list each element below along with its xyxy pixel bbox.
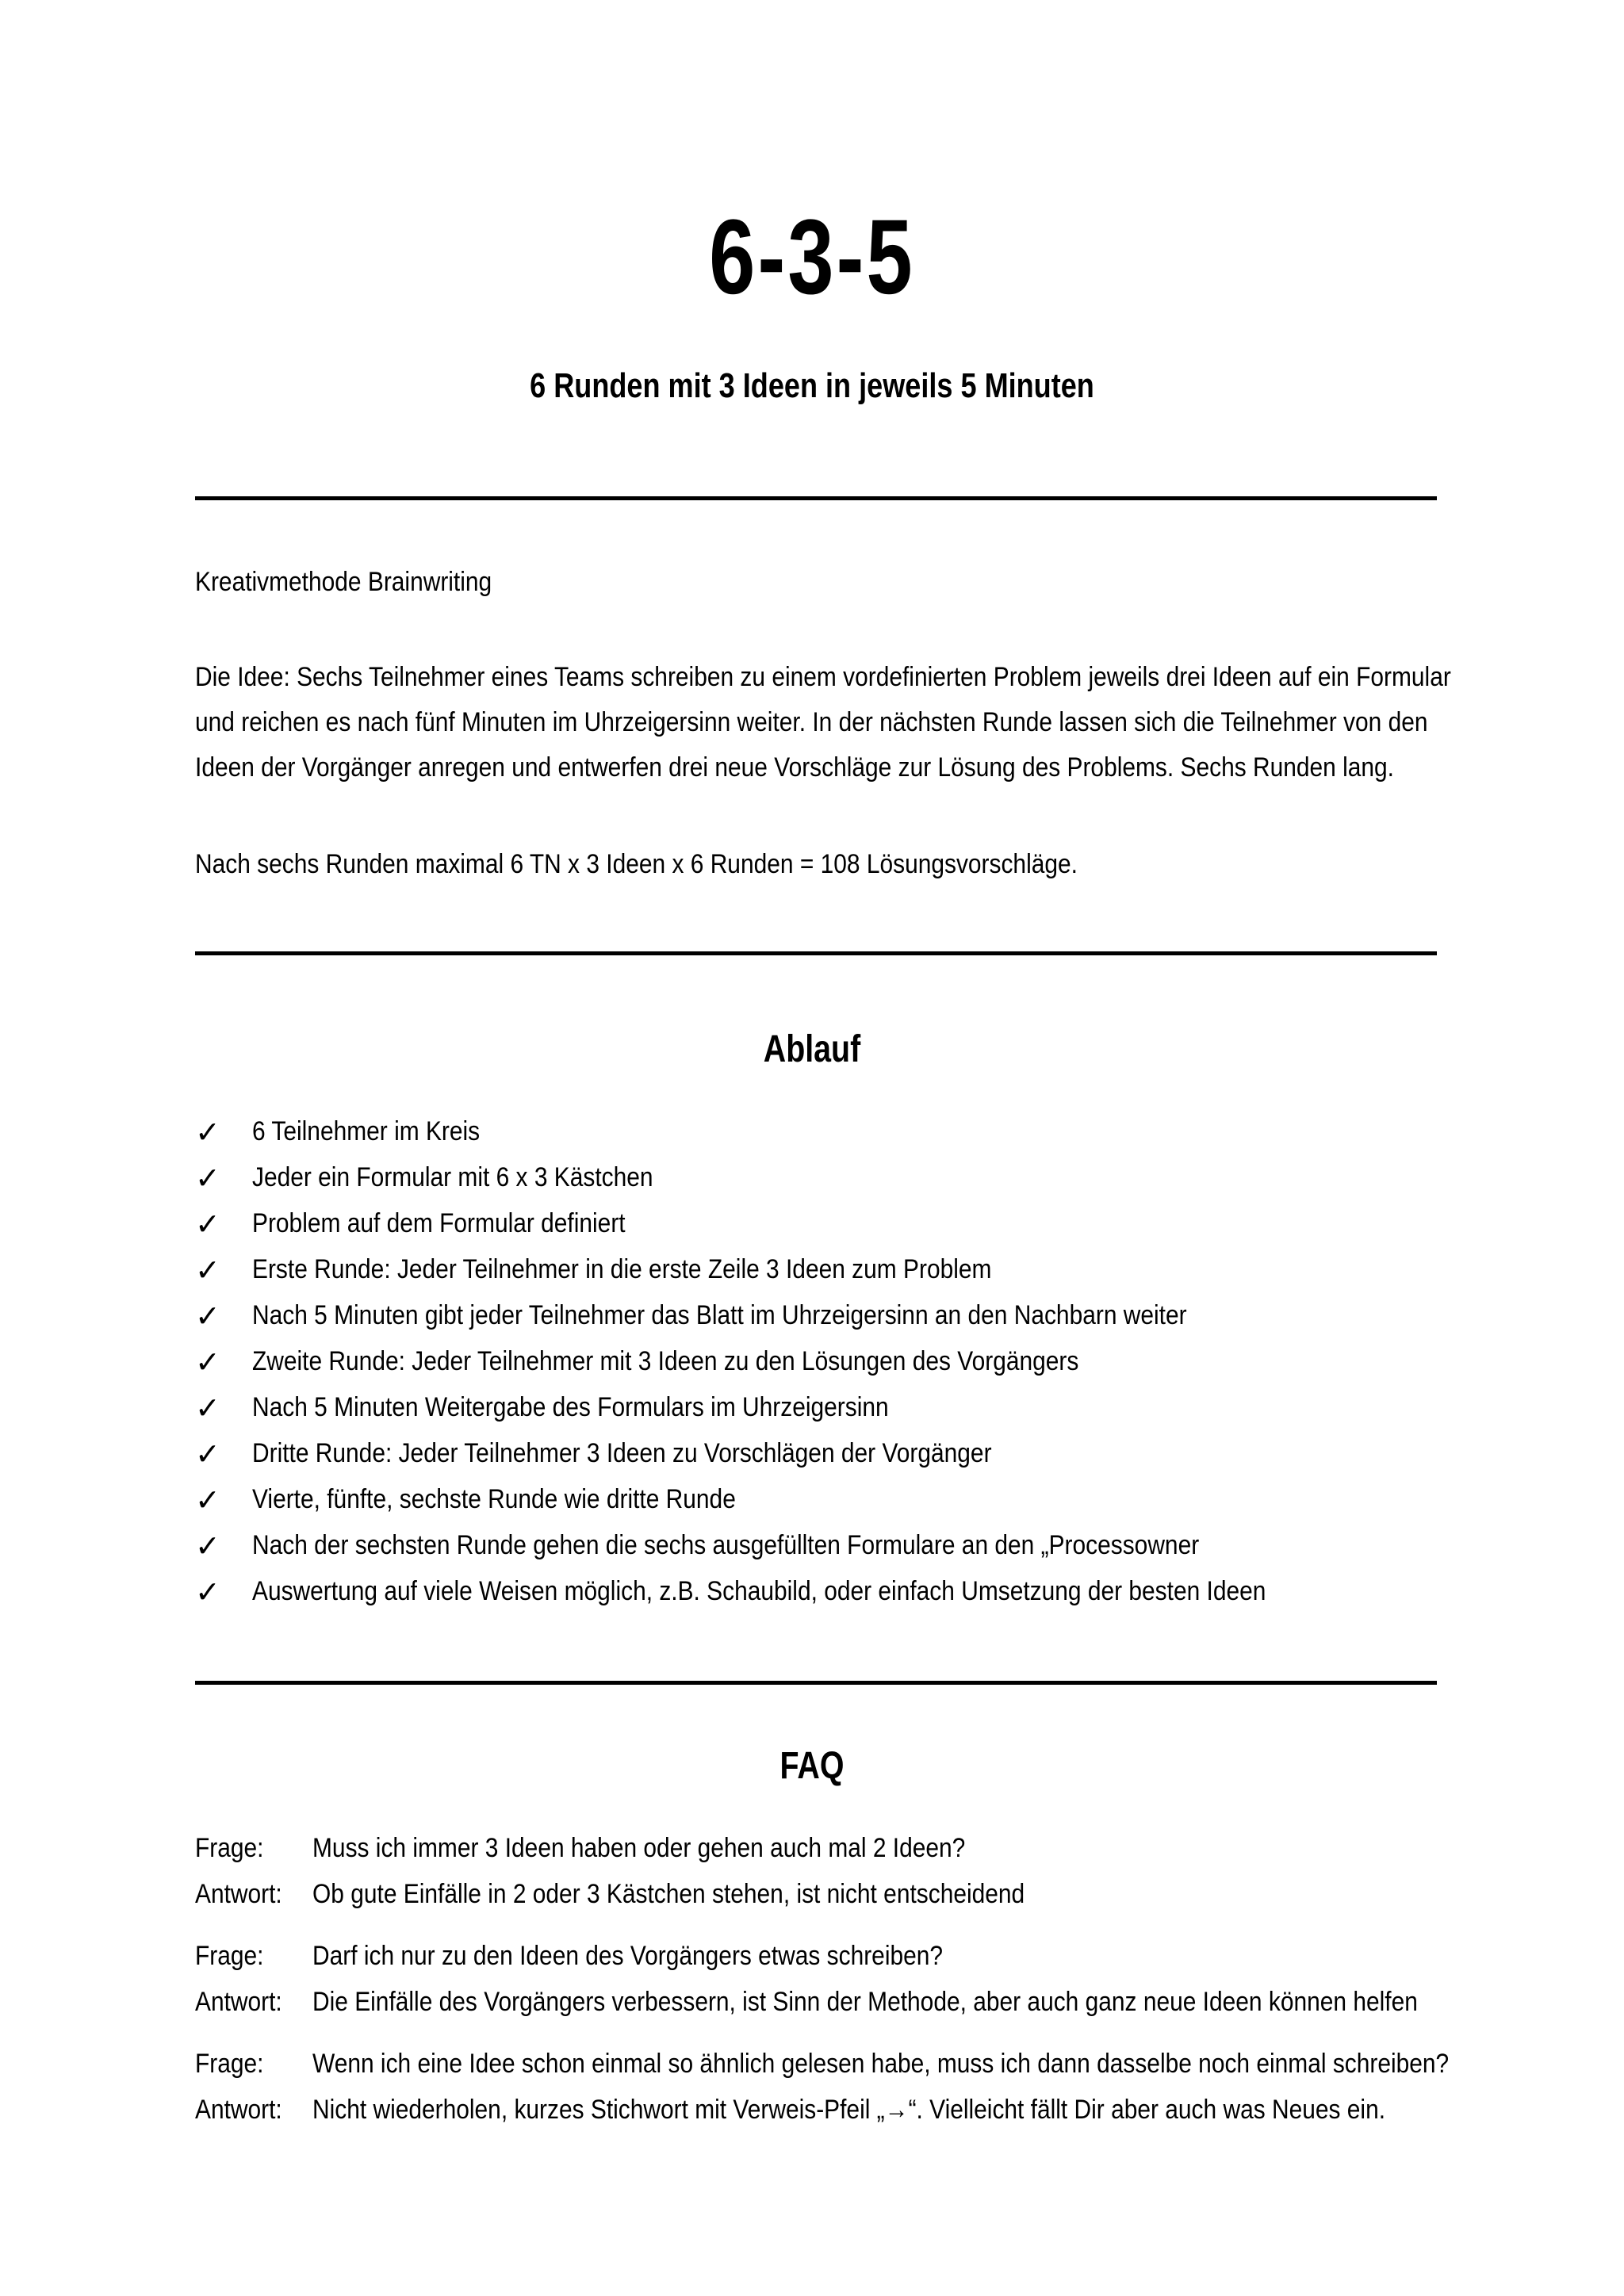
question-text: Wenn ich eine Idee schon einmal so ähnlich gelesen habe, muss ich dann dasselbe noch einmal schreiben? (312, 2049, 1450, 2079)
checkmark-icon: ✓ (195, 1115, 220, 1150)
result-text: Nach sechs Runden maximal 6 TN x 3 Ideen x 6 Runden = 108 Lösungsvorschläge. (195, 849, 1078, 879)
page-subtitle: 6 Runden mit 3 Ideen in jeweils 5 Minuten (530, 366, 1094, 405)
idea-line-1: Die Idee: Sechs Teilnehmer eines Teams schreiben zu einem vordefinierten Problem jeweils drei Ideen auf ein Formular (195, 662, 1451, 692)
question-label: Frage: (195, 1833, 264, 1863)
idea-line-2: und reichen es nach fünf Minuten im Uhrzeigersinn weiter. In der nächsten Runde lassen sich die Teilnehmer von den (195, 707, 1428, 737)
faq-question (195, 1941, 1464, 1987)
idea-line-3: Ideen der Vorgänger anregen und entwerfen drei neue Vorschläge zur Lösung des Problems. Sechs Runden lang. (195, 752, 1394, 783)
question-text: Muss ich immer 3 Ideen haben oder gehen auch mal 2 Ideen? (312, 1833, 966, 1863)
divider-1 (195, 496, 1437, 500)
checkmark-icon: ✓ (195, 1391, 220, 1425)
list-item-text: Nach 5 Minuten Weitergabe des Formulars im Uhrzeigersinn (252, 1392, 889, 1422)
faq-answer (195, 1879, 1464, 1925)
faq-question (195, 2049, 1464, 2095)
ablauf-heading: Ablauf (763, 1028, 861, 1070)
divider-2 (195, 951, 1437, 955)
checkmark-icon: ✓ (195, 1161, 220, 1196)
faq-entry-1 (195, 1833, 1464, 1925)
faq-entry-2 (195, 1941, 1464, 2033)
checkmark-icon: ✓ (195, 1207, 220, 1242)
divider-3 (195, 1681, 1437, 1685)
faq-answer (195, 2095, 1464, 2141)
answer-text: Die Einfälle des Vorgängers verbessern, ist Sinn der Methode, aber auch ganz neue Ideen können helfen (312, 1987, 1418, 2017)
faq-answer (195, 1987, 1464, 2033)
question-label: Frage: (195, 1941, 264, 1971)
checkmark-icon: ✓ (195, 1483, 220, 1517)
question-label: Frage: (195, 2049, 264, 2079)
checkmark-icon: ✓ (195, 1299, 220, 1334)
list-item-text: Problem auf dem Formular definiert (252, 1208, 626, 1238)
list-item-text: Nach der sechsten Runde gehen die sechs ausgefüllten Formulare an den „Processowner (252, 1530, 1200, 1560)
checkmark-icon: ✓ (195, 1253, 220, 1288)
answer-label: Antwort: (195, 1879, 282, 1909)
checkmark-icon: ✓ (195, 1529, 220, 1563)
question-text: Darf ich nur zu den Ideen des Vorgängers etwas schreiben? (312, 1941, 944, 1971)
idea-paragraph (195, 655, 1451, 790)
list-item-text: Nach 5 Minuten gibt jeder Teilnehmer das Blatt im Uhrzeigersinn an den Nachbarn weiter (252, 1300, 1187, 1330)
answer-text: Ob gute Einfälle in 2 oder 3 Kästchen stehen, ist nicht entscheidend (312, 1879, 1025, 1909)
list-item-text: Erste Runde: Jeder Teilnehmer in die erste Zeile 3 Ideen zum Problem (252, 1254, 992, 1284)
list-item-text: Dritte Runde: Jeder Teilnehmer 3 Ideen zu Vorschlägen der Vorgänger (252, 1438, 992, 1468)
list-item-text: Auswertung auf viele Weisen möglich, z.B. Schaubild, oder einfach Umsetzung der besten Ideen (252, 1576, 1266, 1606)
faq-heading: FAQ (779, 1745, 845, 1787)
answer-label: Antwort: (195, 1987, 282, 2017)
faq-question (195, 1833, 1464, 1879)
method-name: Kreativmethode Brainwriting (195, 567, 492, 597)
list-item-text: Jeder ein Formular mit 6 x 3 Kästchen (252, 1162, 653, 1192)
list-item-text: Vierte, fünfte, sechste Runde wie dritte Runde (252, 1484, 736, 1514)
faq-entry-3 (195, 2049, 1464, 2141)
page-title: 6-3-5 (709, 198, 915, 316)
list-item-text: 6 Teilnehmer im Kreis (252, 1116, 481, 1146)
checkmark-icon: ✓ (195, 1345, 220, 1380)
answer-text: Nicht wiederholen, kurzes Stichwort mit Verweis-Pfeil „→“. Vielleicht fällt Dir aber auch was Neues ein. (312, 2095, 1386, 2125)
list-item-text: Zweite Runde: Jeder Teilnehmer mit 3 Ideen zu den Lösungen des Vorgängers (252, 1346, 1079, 1376)
answer-label: Antwort: (195, 2095, 282, 2125)
checkmark-icon: ✓ (195, 1575, 220, 1609)
checkmark-icon: ✓ (195, 1437, 220, 1471)
